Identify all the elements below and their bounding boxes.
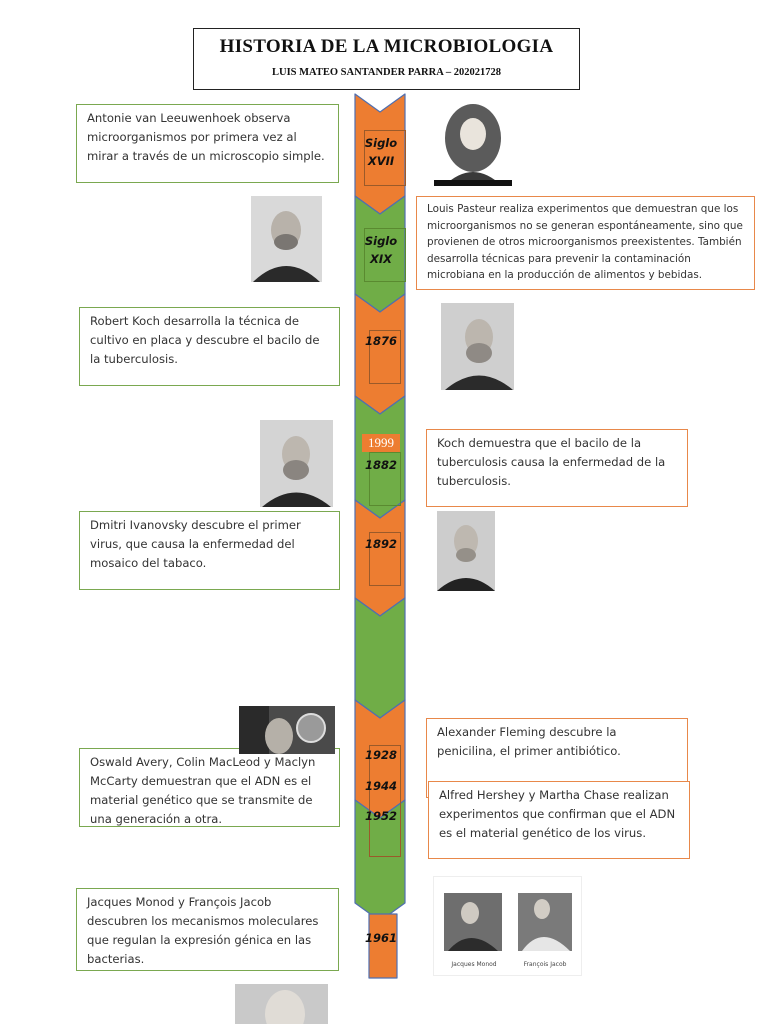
author-line: LUIS MATEO SANTANDER PARRA – 202021728	[272, 67, 501, 78]
date-1876: 1876	[364, 334, 397, 348]
date-1892: 1892	[364, 537, 397, 551]
date-1944: 1944	[364, 779, 397, 793]
event-koch-demuestra: Koch demuestra que el bacilo de la tuberculosis causa la enfermedad de la tuberculosis.	[426, 429, 688, 507]
pasteur-portrait	[251, 196, 322, 282]
event-pasteur: Louis Pasteur realiza experimentos que demuestran que los microorganismos no se generan espontáneamente, sino que provienen de otros microorganismos preexistentes. También desarrolla técnicas para prevenir la contaminación microbiana en la producción de alimentos y bebidas.	[416, 196, 755, 290]
event-hershey: Alfred Hershey y Martha Chase realizan experimentos que confirman que el ADN es el material genético de los virus.	[428, 781, 690, 859]
ivanovsky-portrait	[437, 511, 495, 591]
caption-jacob: François Jacob	[523, 961, 567, 968]
monod-jacob-photo	[433, 876, 582, 976]
event-monod: Jacques Monod y François Jacob descubren los mecanismos moleculares que regulan la expresión génica en las bacterias.	[76, 888, 339, 971]
leeuwenhoek-portrait	[434, 98, 512, 186]
bottom-portrait	[235, 984, 328, 1024]
koch-portrait-1	[441, 303, 514, 390]
date-1882: 1882	[364, 458, 397, 472]
event-fleming: Alexander Fleming descubre la penicilina, el primer antibiótico.	[426, 718, 688, 798]
event-leeuwenhoek: Antonie van Leeuwenhoek observa microorganismos por primera vez al mirar a través de un microscopio simple.	[76, 104, 339, 183]
timeline-segment	[355, 598, 405, 718]
event-ivanovsky: Dmitri Ivanovsky descubre el primer virus, que causa la enfermedad del mosaico del tabaco.	[79, 511, 340, 590]
date-1999: 1999	[362, 434, 400, 452]
date-1952: 1952	[364, 809, 397, 823]
page-title: HISTORIA DE LA MICROBIOLOGIA	[219, 36, 554, 57]
event-koch-cultivo: Robert Koch desarrolla la técnica de cultivo en placa y descubre el bacilo de la tuberculosis.	[79, 307, 340, 386]
koch-portrait-2	[260, 420, 333, 507]
date-siglo-xix: Siglo XIX	[364, 234, 398, 266]
caption-monod: Jacques Monod	[451, 961, 497, 968]
fleming-portrait	[239, 706, 335, 754]
date-siglo-xvii: Siglo XVII	[364, 136, 398, 168]
date-1961: 1961	[364, 931, 397, 945]
date-1928: 1928	[364, 748, 397, 762]
event-avery: Oswald Avery, Colin MacLeod y Maclyn McCarty demuestran que el ADN es el material genético que se transmite de una generación a otra.	[79, 748, 340, 827]
